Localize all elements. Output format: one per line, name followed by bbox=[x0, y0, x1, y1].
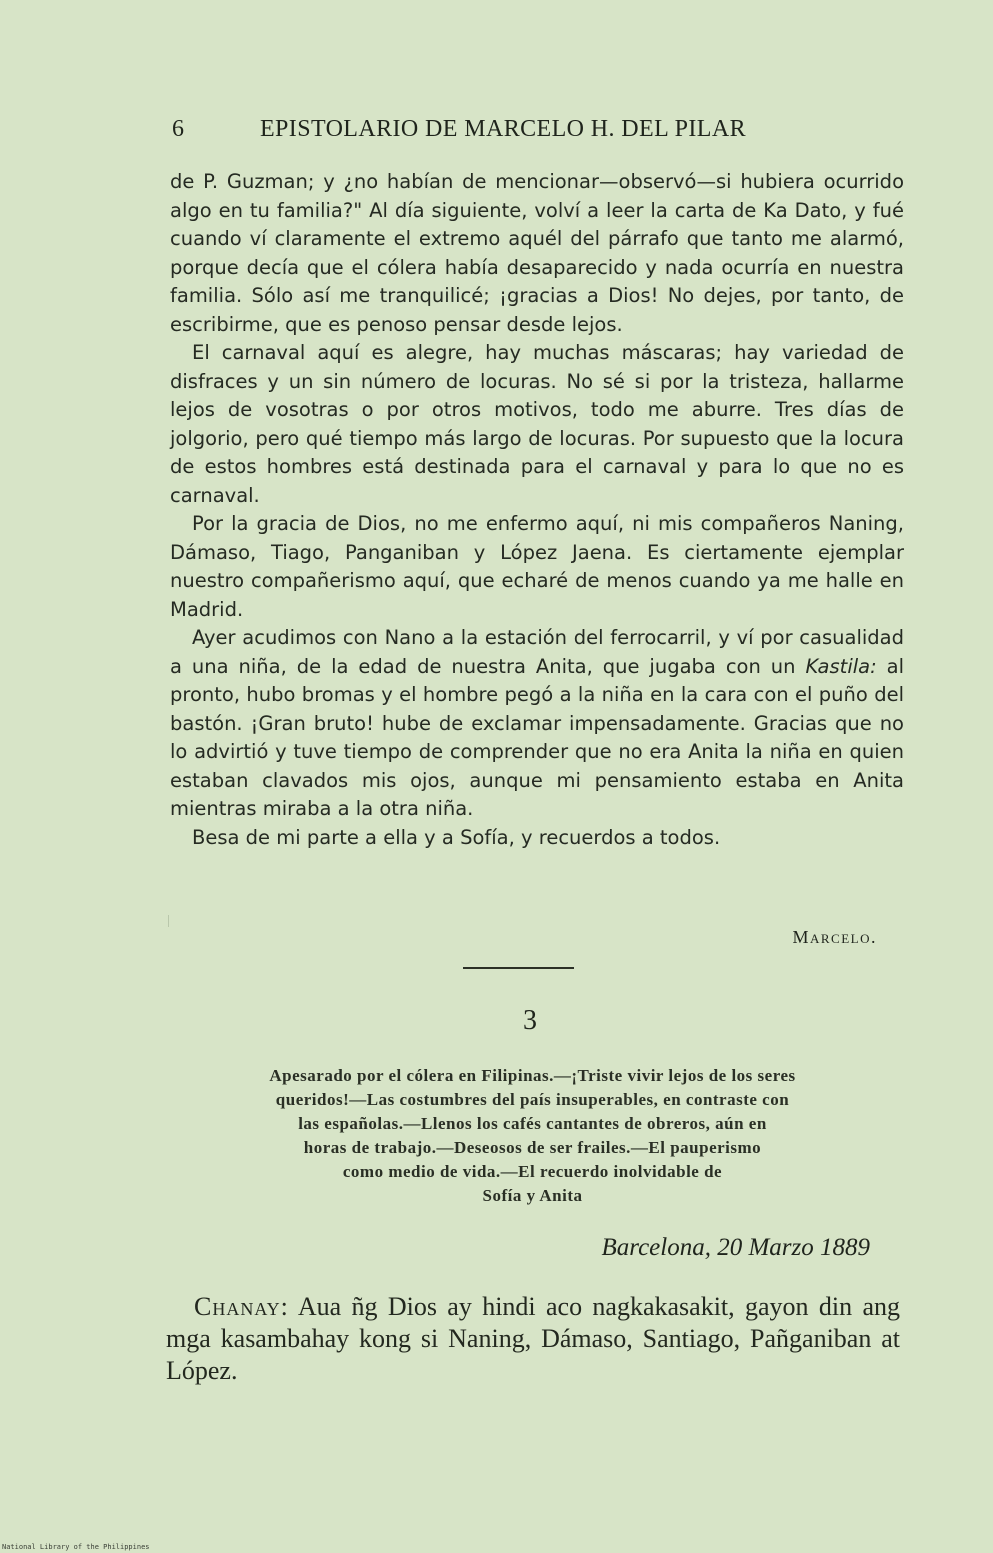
summary-line: Apesarado por el cólera en Filipinas.—¡Triste vivir lejos de los seres bbox=[269, 1066, 796, 1085]
summary-line: horas de trabajo.—Deseosos de ser frailes.—El pauperismo bbox=[303, 1138, 762, 1157]
section-divider bbox=[463, 967, 574, 969]
summary-line: como medio de vida.—El recuerdo inolvidable de bbox=[342, 1162, 723, 1181]
tagalog-paragraph bbox=[166, 1291, 900, 1387]
margin-mark bbox=[168, 915, 169, 927]
tagalog-letter bbox=[166, 1291, 900, 1387]
signature: Marcelo. bbox=[792, 927, 877, 947]
library-footer: National Library of the Philippines bbox=[2, 1543, 150, 1551]
paragraph-3: Por la gracia de Dios, no me enfermo aquí, ni mis compañeros Naning, Dámaso, Tiago, Panganiban y López Jaena. Es ciertamente ejemplar nuestro compañerismo aquí, que echaré de menos cuando ya me halle en Madrid. bbox=[170, 512, 904, 621]
salutation: Chanay: bbox=[194, 1292, 289, 1321]
letter-number: 3 bbox=[523, 1005, 537, 1036]
summary-line: queridos!—Las costumbres del país insuperables, en contraste con bbox=[275, 1090, 790, 1109]
summary-line: las españolas.—Llenos los cafés cantantes de obreros, aún en bbox=[298, 1114, 767, 1133]
page-header bbox=[168, 114, 818, 148]
page-number: 6 bbox=[172, 116, 185, 142]
summary-line: Sofía y Anita bbox=[482, 1186, 583, 1205]
tagalog-text: Aua ñg Dios ay hindi aco nagkakasakit, gayon din ang mga kasambahay kong si Naning, Dámaso, Santiago, Pañganiban at López. bbox=[166, 1292, 900, 1385]
closing-line: Besa de mi parte a ella y a Sofía, y recuerdos a todos. bbox=[192, 825, 721, 849]
paragraph-4-start: Ayer acudimos con Nano a la estación del ferrocarril, y ví por casualidad a una niña, de la edad de nuestra Anita, que jugaba con un bbox=[170, 626, 904, 678]
paragraph-2: El carnaval aquí es alegre, hay muchas máscaras; hay variedad de disfraces y un sin número de locuras. No sé si por la tristeza, hallarme lejos de vosotras o por otros motivos, todo me aburre. Tres días de jolgorio, pero qué tiempo más largo de locuras. Por supuesto que la locura de estos hombres está destinada para el carnaval y para lo que no es carnaval. bbox=[170, 341, 904, 507]
running-title: EPISTOLARIO DE MARCELO H. DEL PILAR bbox=[260, 116, 746, 142]
italic-word: Kastila: bbox=[805, 654, 877, 678]
paragraph-4-end: al pronto, hubo bromas y el hombre pegó a la niña en la cara con el puño del bastón. ¡Gran bruto! hube de exclamar impensadamente. Gracias que no lo advirtió y tuve tiempo de comprender que no era Anita la niña en quien estaban clavados mis ojos, aunque mi pensamiento estaba en Anita mientras miraba a la otra niña. bbox=[170, 654, 904, 820]
paragraph-4 bbox=[170, 624, 904, 824]
dateline: Barcelona, 20 Marzo 1889 bbox=[601, 1234, 870, 1261]
letter-summary bbox=[160, 1064, 905, 1208]
paragraph-1: de P. Guzman; y ¿no habían de mencionar—observó—si hubiera ocurrido algo en tu familia?" Al día siguiente, volví a leer la carta de Ka Dato, y fué cuando ví claramente el extremo aquél del párrafo que tanto me alarmó, porque decía que el cólera había desaparecido y nada ocurría en nuestra familia. Sólo así me tranquilicé; ¡gracias a Dios! No dejes, por tanto, de escribirme, que es penoso pensar desde lejos. bbox=[170, 170, 904, 336]
letter-body bbox=[170, 168, 904, 852]
